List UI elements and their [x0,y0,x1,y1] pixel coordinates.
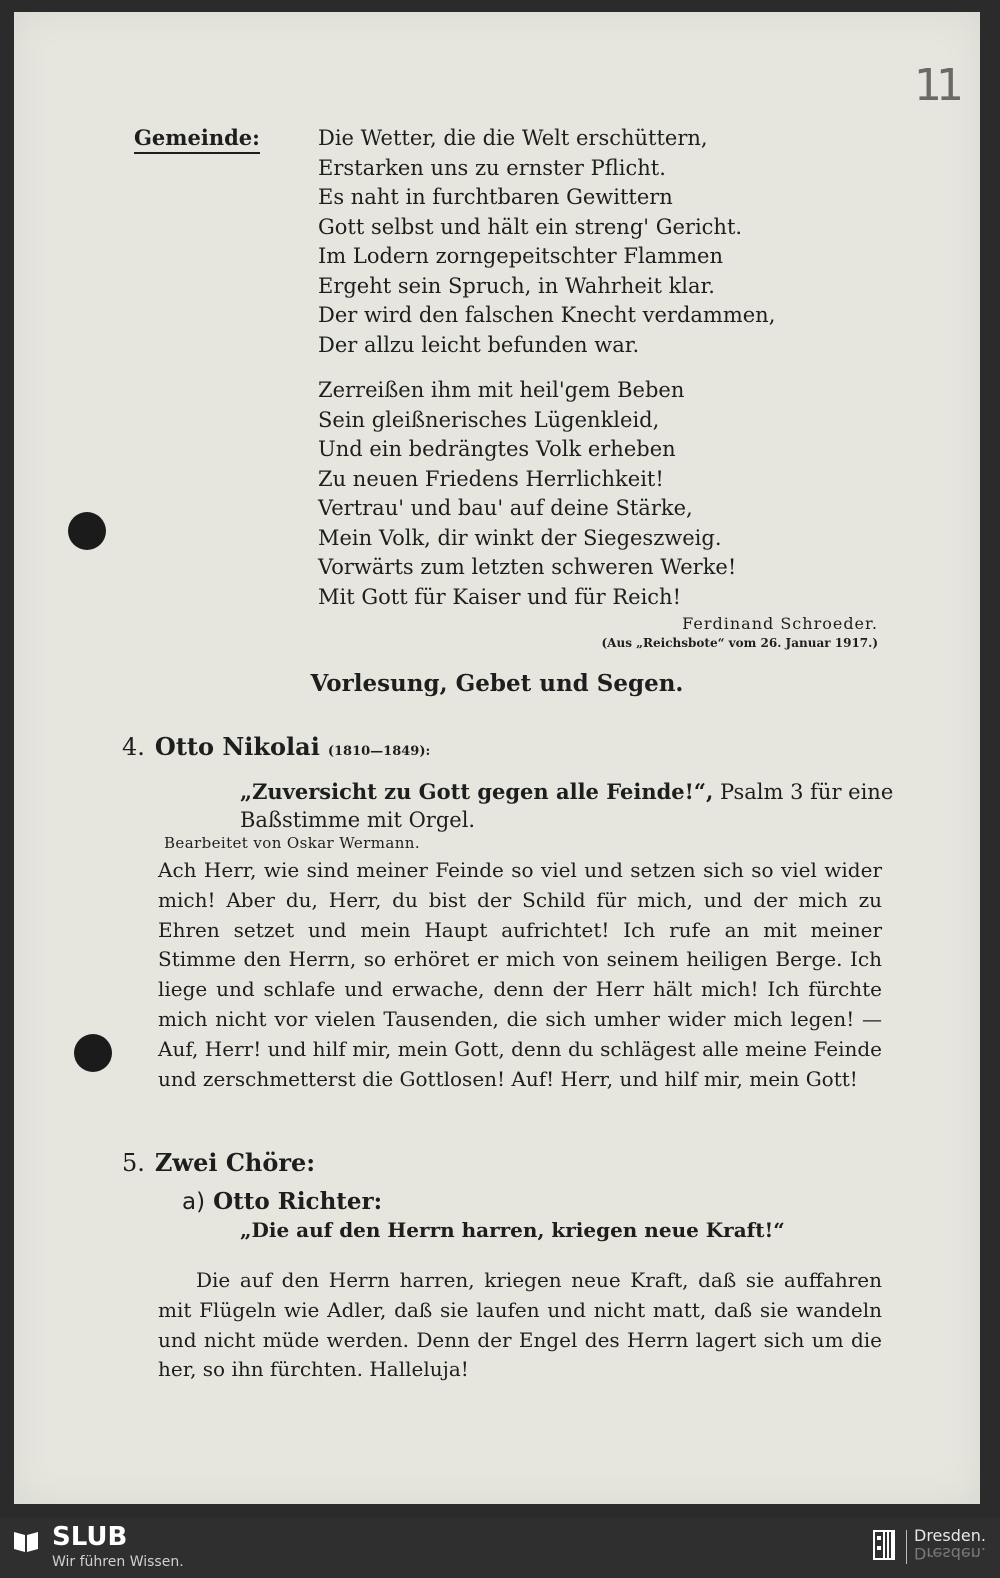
psalm-text: Ach Herr, wie sind meiner Feinde so viel und setzen sich so viel wider mich! Aber du, Herr, du bist der Schild für mich, und der mich zu Ehren setzet und mein Haupt aufrichtet! Ich rufe an mit meiner Stimme den Herrn, so erhöret er mich von seinem heiligen Berge. Ich liege und schlafe und erwache, denn der Herr hält mich! Ich fürchte mich nicht vor vielen Tausenden, die sich umher wider mich legen! — Auf, Herr! und hilf mir, mein Gott, denn du schlägest alle meine Feinde und zerschmetterst die Gottlosen! Auf! Herr, und hilf mir, mein Gott! [158,858,882,1091]
composer-dates: (1810—1849): [327,744,431,759]
dresden-brand[interactable]: Dresden. [914,1526,986,1545]
section-heading: Vorlesung, Gebet und Segen. [310,670,684,697]
verse-line: Der allzu leicht befunden war. [318,332,640,357]
work-title-main: „Zuversicht zu Gott gegen alle Feinde!“, [240,779,714,804]
verse-line: Die Wetter, die die Welt erschüttern, [318,126,708,150]
document-page [14,12,980,1504]
verse-stanza-2 [318,376,736,612]
page-number: 11 [914,60,958,111]
verse-line: Mein Volk, dir winkt der Siegeszweig. [318,525,722,550]
slub-brand[interactable]: SLUB [52,1522,128,1552]
chorus-text: Die auf den Herrn harren, kriegen neue Kraft, daß sie auffahren mit Flügeln wie Adler, daß sie laufen und nicht matt, daß sie wandeln und nicht müde werden. Denn der Engel des Herrn lagert sich um die her, so ihn fürchten. Halleluja! [158,1268,882,1382]
verse-line: Der wird den falschen Knecht verdammen, [318,303,776,327]
book-icon [12,1528,40,1554]
verse-line: Es naht in furchtbaren Gewittern [318,185,673,209]
footer-bar [0,1518,1000,1578]
slub-tagline: Wir führen Wissen. [52,1554,184,1570]
verse-line: Mit Gott für Kaiser und für Reich! [318,584,682,609]
verse-line: Im Lodern zorngepeitschter Flammen [318,244,723,268]
poem-author: Ferdinand Schroeder. [682,614,878,633]
program-item-5 [122,1148,315,1177]
punch-hole [68,512,106,550]
verse-line: Gott selbst und hält ein streng' Gericht. [318,214,743,239]
composer-name: Otto Nikolai [154,732,320,761]
footer-divider [906,1530,907,1564]
sub-item-letter: a) [182,1189,206,1215]
item-title: Zwei Chöre: [154,1148,316,1177]
verse-line: Vorwärts zum letzten schweren Werke! [318,555,737,579]
verse-line: Sein gleißnerisches Lügenkleid, [318,407,660,432]
item-number: 5. [122,1149,145,1177]
item-number: 4. [122,733,145,761]
verse-line: Ergeht sein Spruch, in Wahrheit klar. [318,273,715,298]
verse-line: Erstarken uns zu ernster Pflicht. [318,155,666,180]
verse-line: Zerreißen ihm mit heil'gem Beben [318,378,685,402]
verse-line: Und ein bedrängtes Volk erheben [318,437,676,461]
punch-hole [74,1034,112,1072]
city-crest-icon [872,1528,896,1562]
work-title: „Die auf den Herrn harren, kriegen neue Kraft!“ [240,1218,785,1242]
dresden-brand-reflection: Dresden. [914,1544,986,1563]
verse-stanza-1 [318,124,775,360]
work-title [240,778,900,834]
arranger-credit: Bearbeitet von Oskar Wermann. [164,834,420,852]
poem-source: (Aus „Reichsbote“ vom 26. Januar 1917.) [601,636,878,650]
composer-name: Otto Richter: [213,1188,383,1215]
work-title-rest: Psalm 3 für eine Baßstimme mit Orgel. [240,780,894,832]
verse-line: Vertrau' und bau' auf deine Stärke, [318,496,693,520]
program-item-4 [122,732,430,761]
verse-line: Zu neuen Friedens Herrlichkeit! [318,466,664,491]
sub-item-a [182,1188,382,1215]
speaker-label: Gemeinde: [134,124,260,154]
